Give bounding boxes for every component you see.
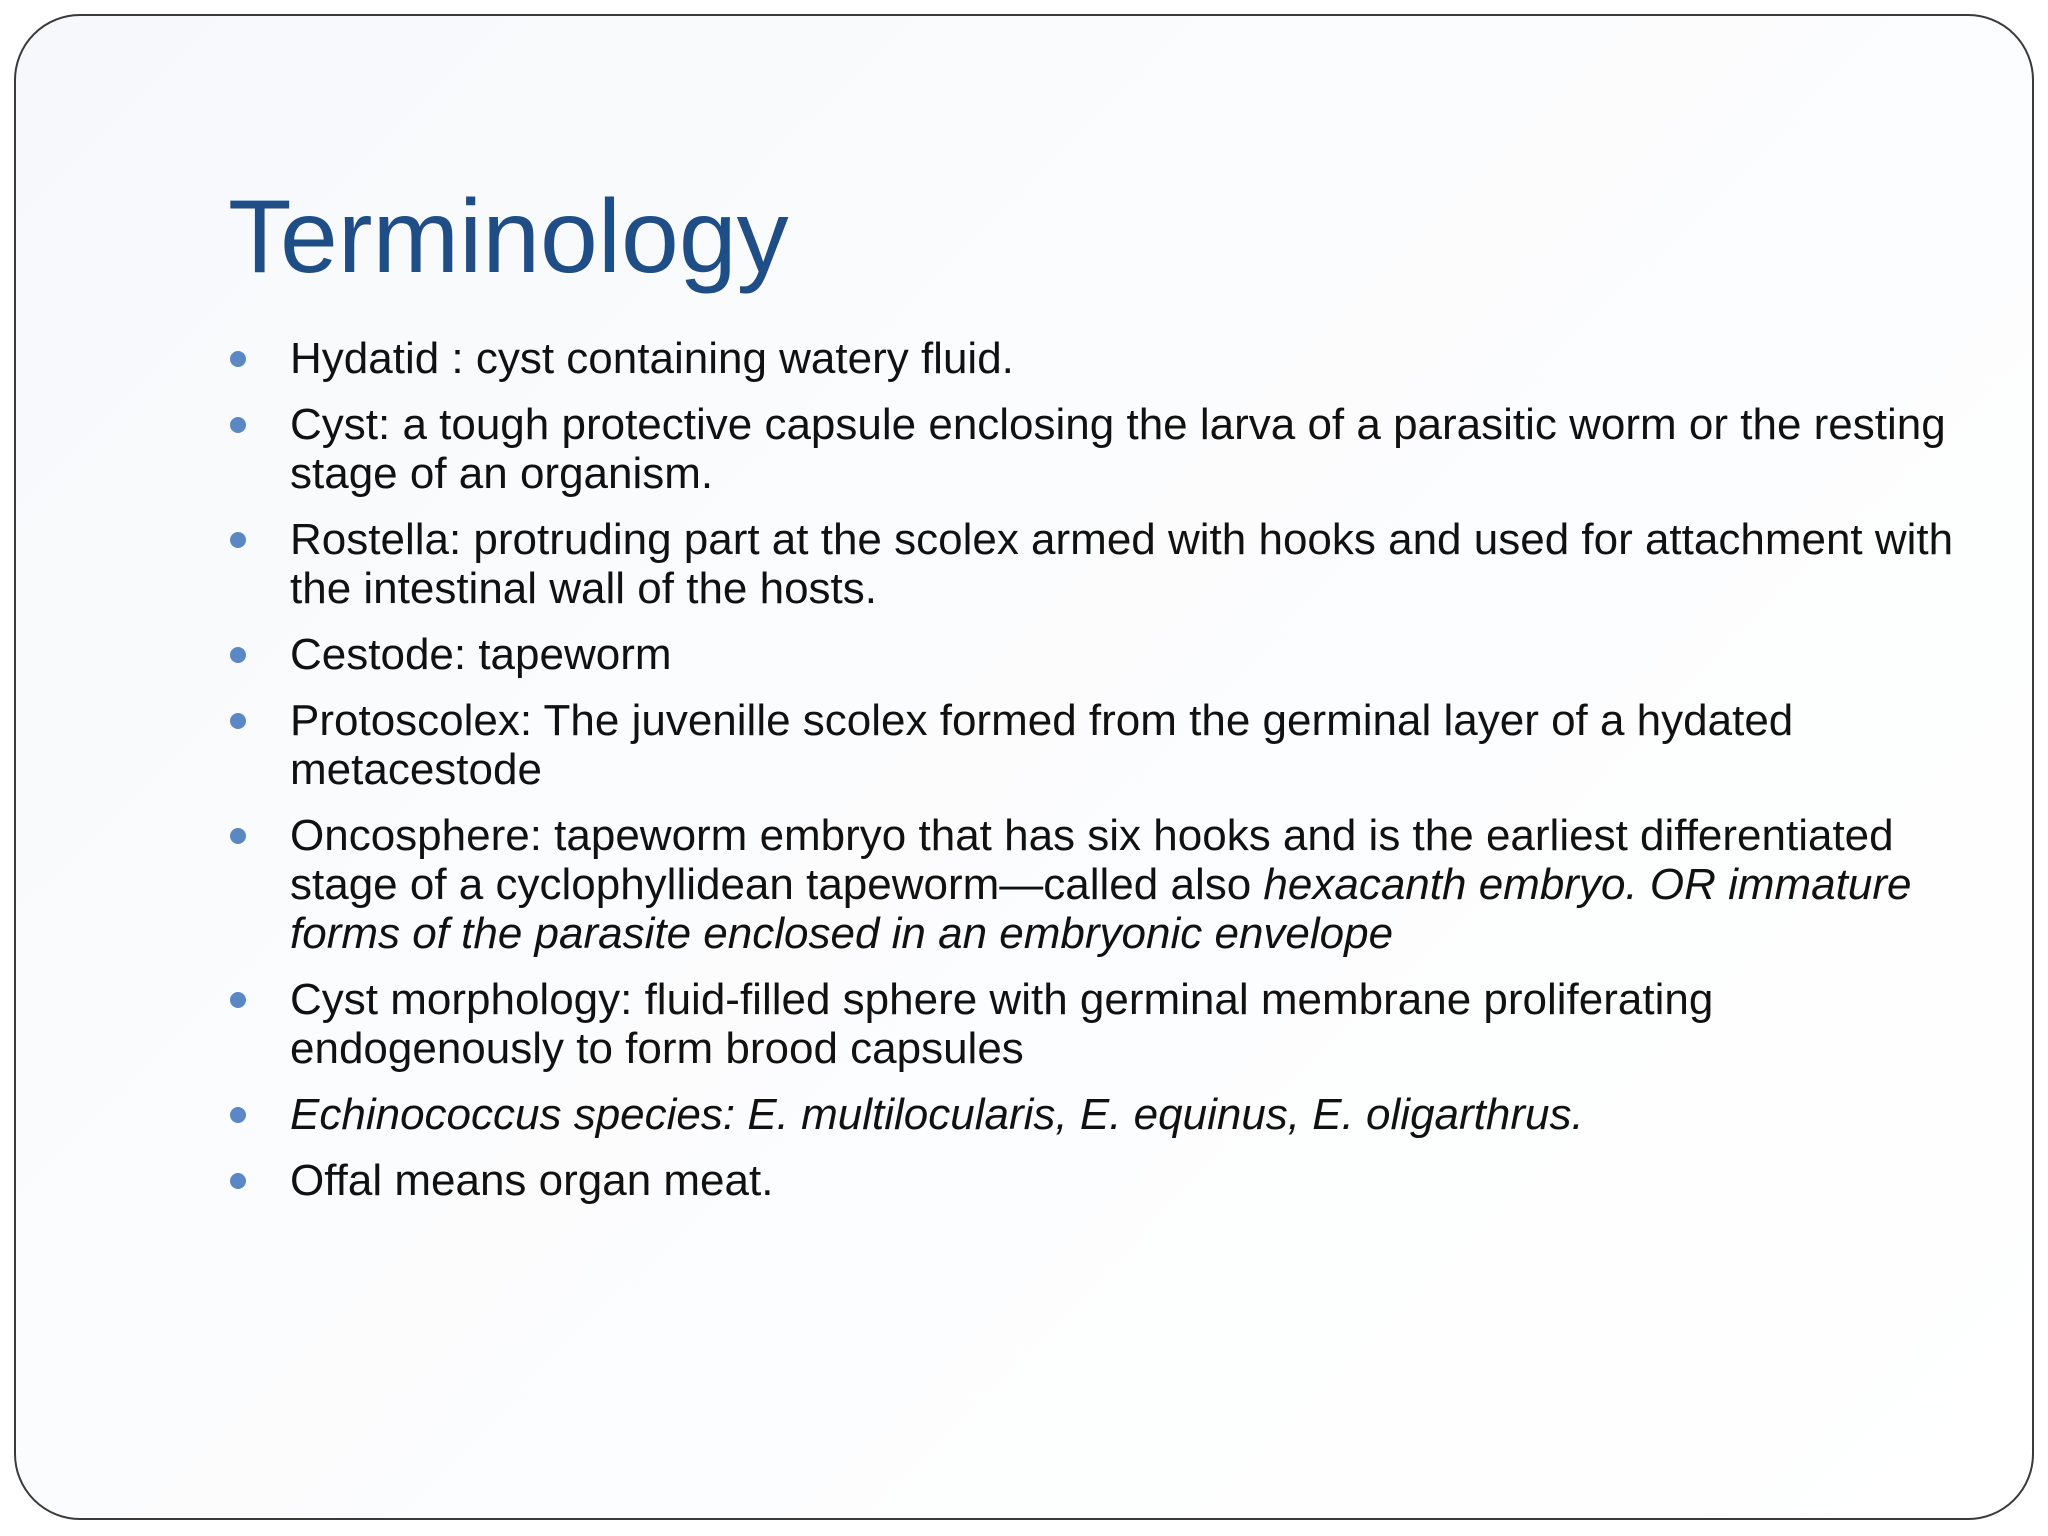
bullet-dot-icon (230, 351, 246, 367)
list-item-cyst-morphology (228, 975, 1998, 1073)
bullet-dot-icon (230, 992, 246, 1008)
term-text: Cestode: tapeworm (290, 630, 672, 679)
term-text: Rostella: protruding part at the scolex armed with hooks and used for attachment with the intestinal wall of the hosts. (290, 515, 1954, 613)
term-text (290, 811, 1998, 958)
bullet-dot-icon (230, 1173, 246, 1189)
bullet-dot-icon (230, 532, 246, 548)
list-item-rostella (228, 515, 1998, 613)
list-item-protoscolex (228, 696, 1998, 794)
term-text: Hydatid : cyst containing watery fluid. (290, 334, 1014, 383)
list-item-cestode (228, 630, 1998, 679)
slide (14, 14, 2034, 1520)
list-item-hydatid (228, 334, 1998, 383)
bullet-dot-icon (230, 647, 246, 663)
list-item-echinococcus-species (228, 1090, 1998, 1139)
term-text: Offal means organ meat. (290, 1156, 774, 1205)
bullet-dot-icon (230, 828, 246, 844)
term-text: Cyst: a tough protective capsule enclosing the larva of a parasitic worm or the resting stage of an organism. (290, 400, 1946, 498)
slide-title: Terminology (228, 179, 789, 295)
term-text-regular: Oncosphere: tapeworm embryo that has six hooks and is the earliest differentiated stage of a cyclophyllidean tapeworm—called also (290, 811, 1894, 909)
bullet-dot-icon (230, 713, 246, 729)
term-list (228, 334, 1998, 1222)
list-item-oncosphere (228, 811, 1998, 958)
list-item-cyst (228, 400, 1998, 498)
bullet-dot-icon (230, 1107, 246, 1123)
list-item-offal (228, 1156, 1998, 1205)
term-text-italic: Echinococcus species: E. multilocularis, E. equinus, E. oligarthrus. (290, 1090, 1584, 1139)
bullet-dot-icon (230, 417, 246, 433)
term-text: Protoscolex: The juvenille scolex formed from the germinal layer of a hydated metacestode (290, 696, 1794, 794)
term-text-italic: hexacanth embryo. OR immature forms of the parasite enclosed in an embryonic envelope (290, 860, 1912, 958)
term-text: Cyst morphology: fluid-filled sphere with germinal membrane proliferating endogenously to form brood capsules (290, 975, 1714, 1073)
